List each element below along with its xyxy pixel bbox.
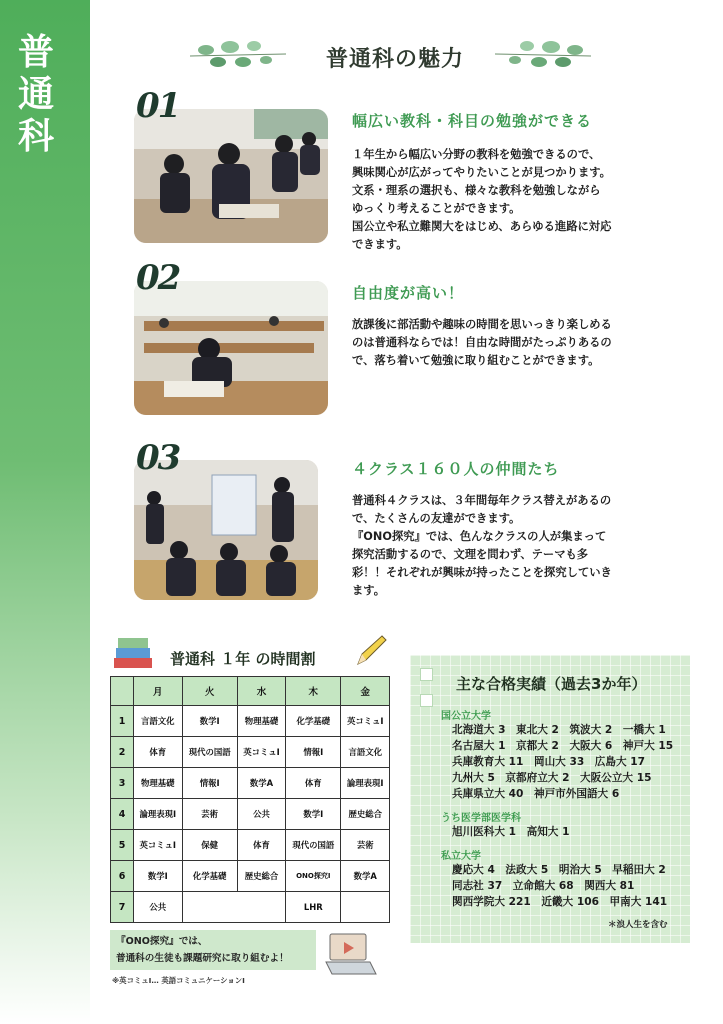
subject-cell: 言語文化: [134, 706, 183, 737]
subject-cell: 数学Ⅰ: [134, 861, 183, 892]
results-title: 主な合格実績（過去3か年）: [456, 675, 647, 693]
empty-cell: [182, 892, 286, 923]
body-line: 放課後に部活動や趣味の時間を思いっきり楽しめる: [352, 318, 612, 331]
subject-cell: 現代の国語: [182, 737, 237, 768]
results-line: 関西学院大 221 近畿大 106 甲南大 141: [452, 896, 668, 908]
subject-cell: 数学A: [341, 861, 390, 892]
subject-cell: 情報Ⅰ: [286, 737, 341, 768]
subject-cell: 体育: [237, 830, 285, 861]
results-category: 国公立大学: [441, 711, 491, 722]
footnote: ※英コミュⅠ… 英語コミュニケーションⅠ: [112, 976, 245, 985]
period-cell: 1: [111, 706, 134, 737]
results-note: ＊浪人生を含む: [608, 920, 668, 930]
checkbox-decoration-icon: [420, 694, 433, 707]
results-line: 慶応大 4 法政大 5 明治大 5 早稲田大 2: [452, 864, 666, 876]
study-hall-photo: [134, 281, 328, 415]
subject-cell: 英コミュⅠ: [237, 737, 285, 768]
subject-cell: 現代の国語: [286, 830, 341, 861]
body-line: で、たくさんの友達ができます。: [352, 512, 521, 525]
subject-cell: 数学Ⅰ: [182, 706, 237, 737]
section-title: ４クラス１６０人の仲間たち: [352, 460, 560, 478]
day-header: 金: [341, 677, 390, 706]
results-line: 兵庫教育大 11 岡山大 33 広島大 17: [452, 756, 646, 768]
body-line: 興味関心が広がってやりたいことが見つかります。: [352, 166, 611, 179]
body-line: のは普通科ならでは！自由な時間がたっぷりあるの: [352, 336, 612, 349]
period-cell: 6: [111, 861, 134, 892]
table-row: [111, 799, 390, 830]
leaf-decoration-left-icon: [188, 34, 288, 74]
subject-cell: 化学基礎: [182, 861, 237, 892]
body-line: １年生から幅広い分野の教科を勉強できるので、: [352, 148, 601, 161]
subject-cell: 歴史総合: [341, 799, 390, 830]
body-line: 文系・理系の選択も、様々な教科を勉強しながら: [352, 184, 601, 197]
ono-note: [110, 930, 316, 970]
section-body: [352, 316, 658, 370]
body-line: 普通科４クラスは、３年間毎年クラス替えがあるの: [352, 494, 612, 507]
subject-cell: LHR: [286, 892, 341, 923]
subject-cell: 情報Ⅰ: [182, 768, 237, 799]
table-row: [111, 768, 390, 799]
results-line: 兵庫県立大 40 神戸市外国語大 6: [452, 788, 620, 800]
day-header: 月: [134, 677, 183, 706]
subject-cell: 芸術: [341, 830, 390, 861]
body-line: ます。: [352, 584, 385, 597]
note-line: 普通科の生徒も課題研究に取り組むよ！: [116, 953, 289, 964]
side-title-char: 科: [17, 116, 54, 157]
section-body: [352, 146, 658, 254]
section-title: 自由度が高い！: [352, 284, 465, 302]
body-line: ゆっくり考えることができます。: [352, 202, 521, 215]
subject-cell: 物理基礎: [134, 768, 183, 799]
pencil-icon: [352, 632, 390, 670]
body-line: 彩！！それぞれが興味が持ったことを探究していき: [352, 566, 612, 579]
subject-cell: ONO探究Ⅰ: [286, 861, 341, 892]
period-cell: 4: [111, 799, 134, 830]
period-cell: 7: [111, 892, 134, 923]
body-line: できます。: [352, 238, 408, 251]
subject-cell: 英コミュⅠ: [341, 706, 390, 737]
section-number: 03: [136, 438, 180, 478]
timetable-title: 普通科 １年 の時間割: [170, 650, 316, 668]
period-cell: 3: [111, 768, 134, 799]
results-line: 名古屋大 1 京都大 2 大阪大 6 神戸大 15: [452, 740, 674, 752]
subject-cell: 化学基礎: [286, 706, 341, 737]
body-line: で、落ち着いて勉強に取り組むことができます。: [352, 354, 600, 367]
table-row: [111, 737, 390, 768]
day-header: 火: [182, 677, 237, 706]
side-title-char: 普: [17, 32, 54, 73]
laptop-icon: [322, 926, 378, 982]
results-category: 私立大学: [441, 851, 481, 862]
checkbox-decoration-icon: [420, 668, 433, 681]
books-icon: [112, 632, 154, 672]
period-cell: 5: [111, 830, 134, 861]
table-row: [111, 861, 390, 892]
note-line: 『ONO探究』では、: [116, 936, 208, 947]
corner-cell: [111, 677, 134, 706]
page-heading: 普通科の魅力: [325, 47, 464, 72]
classroom-photo: [134, 109, 328, 243]
subject-cell: 数学A: [237, 768, 285, 799]
results-line: 旭川医科大 1 高知大 1: [452, 826, 570, 838]
results-category: うち医学部医学科: [441, 813, 521, 824]
day-header: 木: [286, 677, 341, 706]
results-line: 北海道大 3 東北大 2 筑波大 2 一橋大 1: [452, 724, 666, 736]
body-line: 探究活動するので、文理を問わず、テーマも多: [352, 548, 589, 561]
period-cell: 2: [111, 737, 134, 768]
section-body: [352, 492, 658, 600]
table-row: [111, 830, 390, 861]
body-line: 国公立や私立難関大をはじめ、あらゆる進路に対応: [352, 220, 612, 233]
subject-cell: 英コミュⅠ: [134, 830, 183, 861]
table-row: [111, 892, 390, 923]
results-line: 同志社 37 立命館大 68 関西大 81: [452, 880, 635, 892]
subject-cell: 公共: [237, 799, 285, 830]
subject-cell: 体育: [134, 737, 183, 768]
empty-cell: [341, 892, 390, 923]
table-row: [111, 706, 390, 737]
section-title: 幅広い教科・科目の勉強ができる: [352, 112, 593, 130]
subject-cell: 公共: [134, 892, 183, 923]
section-number: 01: [136, 86, 180, 126]
timetable-header-row: [111, 677, 390, 706]
subject-cell: 論理表現Ⅰ: [341, 768, 390, 799]
subject-cell: 体育: [286, 768, 341, 799]
side-title: [8, 32, 64, 158]
subject-cell: 数学Ⅰ: [286, 799, 341, 830]
subject-cell: 物理基礎: [237, 706, 285, 737]
presentation-photo: [134, 460, 318, 600]
subject-cell: 歴史総合: [237, 861, 285, 892]
leaf-decoration-right-icon: [493, 34, 593, 74]
subject-cell: 言語文化: [341, 737, 390, 768]
day-header: 水: [237, 677, 285, 706]
subject-cell: 芸術: [182, 799, 237, 830]
subject-cell: 論理表現Ⅰ: [134, 799, 183, 830]
timetable: [110, 676, 390, 923]
results-line: 九州大 5 京都府立大 2 大阪公立大 15: [452, 772, 652, 784]
section-number: 02: [136, 258, 180, 298]
subject-cell: 保健: [182, 830, 237, 861]
side-title-char: 通: [17, 74, 54, 115]
body-line: 『ONO探究』では、色んなクラスの人が集まって: [352, 530, 607, 543]
